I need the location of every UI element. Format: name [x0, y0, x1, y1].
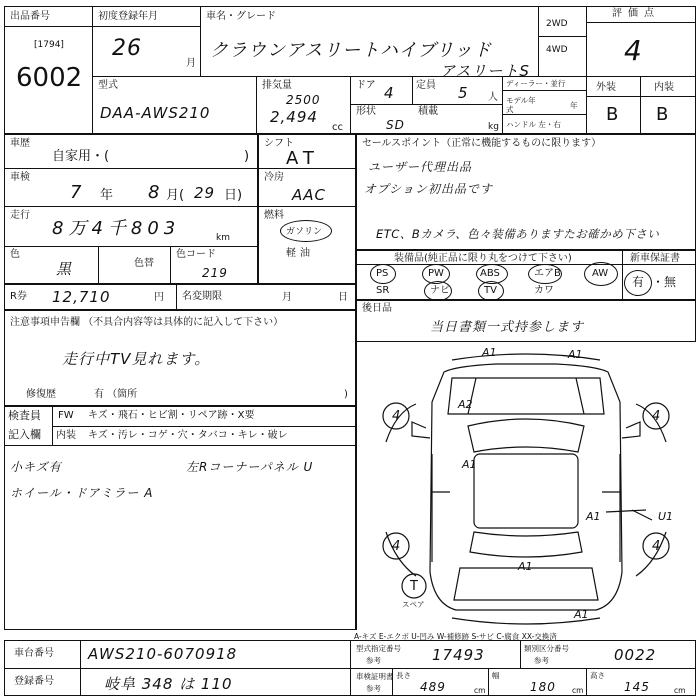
mark-u1: U1 [658, 510, 674, 523]
color-code: 219 [202, 266, 228, 280]
equip-pw: PW [428, 268, 444, 279]
lot-code: [1794] [34, 40, 64, 50]
height-value: 145 [624, 680, 650, 694]
equip-aw: AW [592, 268, 609, 279]
mark-a1-top-left: A1 [482, 346, 497, 359]
circle-navi [424, 281, 452, 301]
drive-2wd: 2WD [546, 19, 568, 29]
equipment-label: 装備品(純正品に限り丸をつけて下さい) [394, 253, 572, 264]
inspection-day: 29 [194, 184, 216, 202]
return-label: 後日品 [362, 303, 392, 314]
car-name: クラウンアスリートハイブリッド [210, 40, 492, 61]
remark-line1: 小キズ有 [10, 460, 62, 474]
inspection-label: 車検 [10, 172, 30, 183]
aircon-value: AAC [292, 186, 326, 204]
mark-a1-door: A1 [462, 458, 477, 471]
circle-warranty [624, 270, 652, 296]
model-year-label: モデル年式 [506, 96, 536, 114]
history-close: ) [244, 149, 250, 164]
class-value: 0022 [614, 646, 657, 664]
tire-rl-grade: 4 [392, 539, 401, 554]
notes-label: 注意事項申告欄 （不具合内容等は具体的に記入して下さい） [10, 317, 284, 328]
height-unit: cm [674, 686, 686, 695]
disp-value2: 2,494 [270, 108, 318, 126]
warranty-yes: 有 [632, 275, 645, 289]
tire-fr-grade: 4 [652, 409, 661, 424]
drive-4wd: 4WD [546, 45, 568, 55]
remark-line3: 左Rコーナーパネル U [186, 460, 314, 474]
color-value: 黒 [56, 260, 73, 278]
doors-value: 4 [384, 84, 395, 102]
equip-ps: PS [376, 268, 389, 279]
fuel-label: 燃料 [264, 210, 284, 221]
name-change-day: 日 [338, 292, 348, 303]
reg-year-label: 初度登録年月 [98, 11, 158, 22]
tire-rr-grade: 4 [652, 539, 661, 554]
name-change-label: 名変期限 [182, 291, 222, 302]
cert-label: 型式指定番号 [356, 644, 401, 653]
length-unit: cm [474, 686, 486, 695]
reg-month-unit: 月 [186, 58, 196, 69]
sales-point-line3: ETC、Bカメラ、色々装備ありますたお確かめ下さい [376, 227, 660, 241]
circle-airbag [528, 264, 562, 284]
disp-label: 排気量 [262, 80, 292, 91]
chassis-value: AWS210-6070918 [88, 645, 238, 663]
int-grade: B [656, 104, 670, 125]
inspection-month: 8 [148, 182, 161, 203]
chassis-label: 車台番号 [14, 648, 54, 659]
sales-point-label: セールスポイント（正常に機能するものに限ります） [362, 138, 602, 149]
notes-value: 走行中TV見れます。 [62, 350, 211, 368]
capacity-unit: 人 [488, 92, 498, 103]
circle-ps [370, 264, 396, 284]
type-label: 型式 [98, 80, 118, 91]
reg-year-value: 26 [112, 36, 142, 61]
width-label: 幅 [492, 671, 500, 680]
lot-label: 出品番号 [10, 11, 50, 22]
spare-label: スペア [402, 600, 425, 609]
repair-label: 修復歴 [26, 389, 56, 400]
mark-a1-rear: A1 [518, 560, 533, 573]
inspection-year: 7 [70, 182, 83, 203]
shift-value: AT [286, 148, 320, 169]
model-code: DAA-AWS210 [100, 104, 211, 122]
name-grade-label: 車名・グレード [206, 11, 276, 22]
warranty-label: 新車保証書 [630, 253, 680, 264]
int-label: 内装 [654, 82, 674, 93]
mark-a1-bottom: A1 [574, 608, 589, 621]
inspector-label1: 検査員 [8, 409, 41, 422]
sales-point-line1: ユーザー代理出品 [368, 160, 473, 174]
fuel-gasoline-circle [280, 220, 332, 242]
warranty-no: ・無 [652, 275, 677, 289]
score-value: 4 [624, 34, 643, 67]
history-value: 自家用・( [52, 149, 110, 164]
inspection-day-unit: 日) [224, 188, 243, 203]
cert2-label: 車検証明書 [356, 672, 394, 681]
equip-airbag: エアB [534, 268, 561, 279]
capacity2-unit: kg [488, 122, 499, 132]
color-change-label: 色替 [134, 258, 154, 269]
fw-items: キズ・飛石・ヒビ割・リペア跡・X要 [88, 410, 255, 421]
width-unit: cm [572, 686, 584, 695]
fw-label: FW [58, 410, 74, 421]
disp-value: 2500 [286, 93, 321, 107]
equip-abs: ABS [480, 268, 500, 279]
fuel-diesel: 軽油 [286, 248, 314, 259]
repair-value: 有 （箇所 [94, 389, 138, 400]
mark-a1-top-right: A1 [568, 348, 583, 361]
mark-a2: A2 [458, 398, 473, 411]
ext-label: 外装 [596, 82, 616, 93]
capacity-value: 5 [458, 84, 469, 102]
mileage-value: 8万4千803 [52, 218, 181, 239]
mileage-unit: km [216, 233, 230, 243]
cert2-sub: 参考 [366, 684, 381, 693]
dealer-label: ディーラー・並行 [506, 79, 566, 88]
damage-legend: A-キズ E-エクボ U-凹み W-補修跡 S-サビ C-腐食 XX-交換済 [354, 632, 557, 641]
plate-label: 登録番号 [14, 676, 54, 687]
inspector-label2: 記入欄 [8, 428, 41, 441]
car-grade: アスリートS [440, 62, 530, 80]
aircon-label: 冷房 [264, 172, 284, 183]
circle-aw [584, 262, 618, 286]
name-change-month: 月 [282, 292, 292, 303]
plate-value: 岐阜 348 は 110 [104, 675, 233, 693]
mark-a1-side: A1 [586, 510, 601, 523]
mid-left-block [4, 134, 258, 284]
recycle-label: R券 [10, 291, 27, 302]
ext-grade: B [606, 104, 620, 125]
cert-value: 17493 [432, 646, 485, 664]
lot-number: 6002 [16, 63, 83, 93]
equip-tv: TV [484, 285, 497, 296]
year-unit: 年 [570, 101, 578, 110]
sales-point-line2: オプション初出品です [364, 182, 493, 196]
length-value: 489 [420, 680, 446, 694]
length-label: 長さ [396, 671, 411, 680]
spare-grade: T [410, 579, 418, 594]
inspection-year-unit: 年 [100, 188, 114, 203]
equip-sr: SR [376, 285, 390, 296]
class-sub: 参考 [534, 656, 549, 665]
handle-label: ハンドル 左・右 [506, 120, 561, 129]
mileage-label: 走行 [10, 210, 30, 221]
circle-tv [478, 281, 504, 301]
recycle-value: 12,710 [52, 288, 111, 306]
cert-sub: 参考 [366, 656, 381, 665]
width-value: 180 [530, 680, 556, 694]
tire-fl-grade: 4 [392, 409, 401, 424]
repair-close: ) [344, 389, 348, 400]
recycle-unit: 円 [154, 292, 164, 303]
color-label: 色 [10, 249, 20, 260]
height-label: 高さ [590, 671, 605, 680]
equip-leather: カワ [534, 285, 554, 296]
doors-label: ドア [356, 80, 376, 91]
color-code-label: 色コード [176, 249, 216, 260]
fuel-gasoline: ガソリン [286, 227, 323, 237]
remark-line2: ホイール・ドアミラー A [10, 486, 154, 500]
capacity2-label: 積載 [418, 106, 438, 117]
equip-navi: ナビ [430, 285, 450, 296]
history-label: 車歴 [10, 138, 30, 149]
score-label: 評価点 [612, 8, 660, 19]
inspection-month-unit: 月( [166, 188, 185, 203]
class-label: 類別区分番号 [524, 644, 569, 653]
int-inspect-label: 内装 [56, 430, 76, 441]
int-items: キズ・汚レ・コゲ・穴・タバコ・キレ・破レ [88, 430, 288, 441]
return-value: 当日書類一式持参します [430, 320, 585, 335]
shift-label: シフト [264, 138, 294, 149]
shape-label: 形状 [356, 106, 376, 117]
capacity-label: 定員 [416, 80, 436, 91]
shape-value: SD [386, 118, 405, 132]
disp-unit: cc [332, 122, 343, 133]
car-diagram [356, 342, 696, 630]
